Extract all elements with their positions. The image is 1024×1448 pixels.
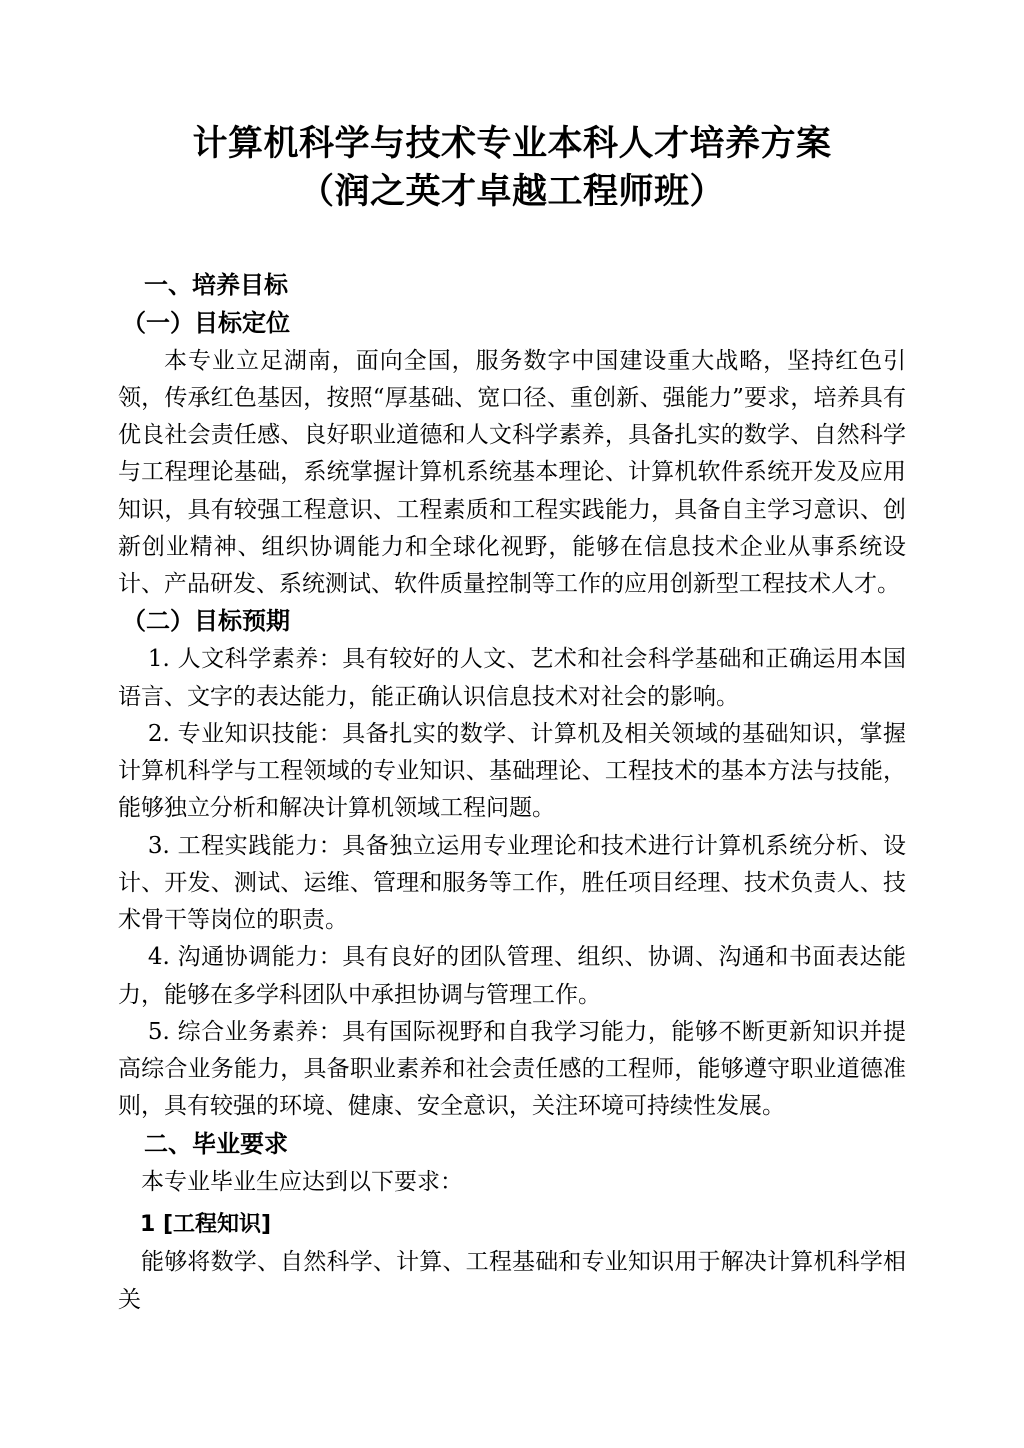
section-heading-training-goals: 一、培养目标 [144,270,288,299]
requirement-label-engineering-knowledge: 1 [工程知识] [140,1211,272,1237]
section-heading-graduation-requirements: 二、毕业要求 [144,1129,288,1158]
requirement-text-engineering-knowledge: 能够将数学、自然科学、计算、工程基础和专业知识用于解决计算机科学相关 [118,1249,906,1313]
title-line-1: 计算机科学与技术专业本科人才培养方案 [192,124,832,164]
paragraph-goal-positioning: 本专业立足湖南，面向全国，服务数字中国建设重大战略，坚持红色引领，传承红色基因，按照“厚基础、宽口径、重创新、强能力”要求，培养具有优良社会责任感、良好职业道德和人文科学素养，具备扎实的数学、自然科学与工程理论基础，系统掌握计算机系统基本理论、计算机软件系统开发及应用知识，具有较强工程意识、工程素质和工程实践能力，具备自主学习意识、创新创业精神、组织协调能力和全球化视野，能够在信息技术企业从事系统设计、产品研发、系统测试、软件质量控制等工作的应用创新型工程技术人才。 [118,347,906,598]
subheading-goal-positioning: （一）目标定位 [122,308,290,337]
list-item-humanities: 1. 人文科学素养：具有较好的人文、艺术和社会科学基础和正确运用本国语言、文字的表达能力，能正确认识信息技术对社会的影响。 [118,646,906,710]
list-item-engineering-practice: 3. 工程实践能力：具备独立运用专业理论和技术进行计算机系统分析、设计、开发、测试、运维、管理和服务等工作，胜任项目经理、技术负责人、技术骨干等岗位的职责。 [118,832,906,934]
page-title [118,120,906,217]
title-line-2: （润之英才卓越工程师班） [298,172,725,213]
list-item-comprehensive-quality: 5. 综合业务素养：具有国际视野和自我学习能力，能够不断更新知识并提高综合业务能力，具备职业素养和社会责任感的工程师，能够遵守职业道德准则，具有较强的环境、健康、安全意识，关注环境可持续性发展。 [118,1018,906,1120]
title-spacer [118,223,906,267]
list-item-professional-knowledge: 2. 专业知识技能：具备扎实的数学、计算机及相关领域的基础知识，掌握计算机科学与工程领域的专业知识、基础理论、工程技术的基本方法与技能，能够独立分析和解决计算机领域工程问题。 [118,720,906,822]
paragraph-graduation-intro: 本专业毕业生应达到以下要求： [141,1168,463,1195]
subheading-goal-expectations: （二）目标预期 [122,607,290,636]
list-item-communication: 4. 沟通协调能力：具有良好的团队管理、组织、协调、沟通和书面表达能力，能够在多学科团队中承担协调与管理工作。 [118,944,906,1008]
